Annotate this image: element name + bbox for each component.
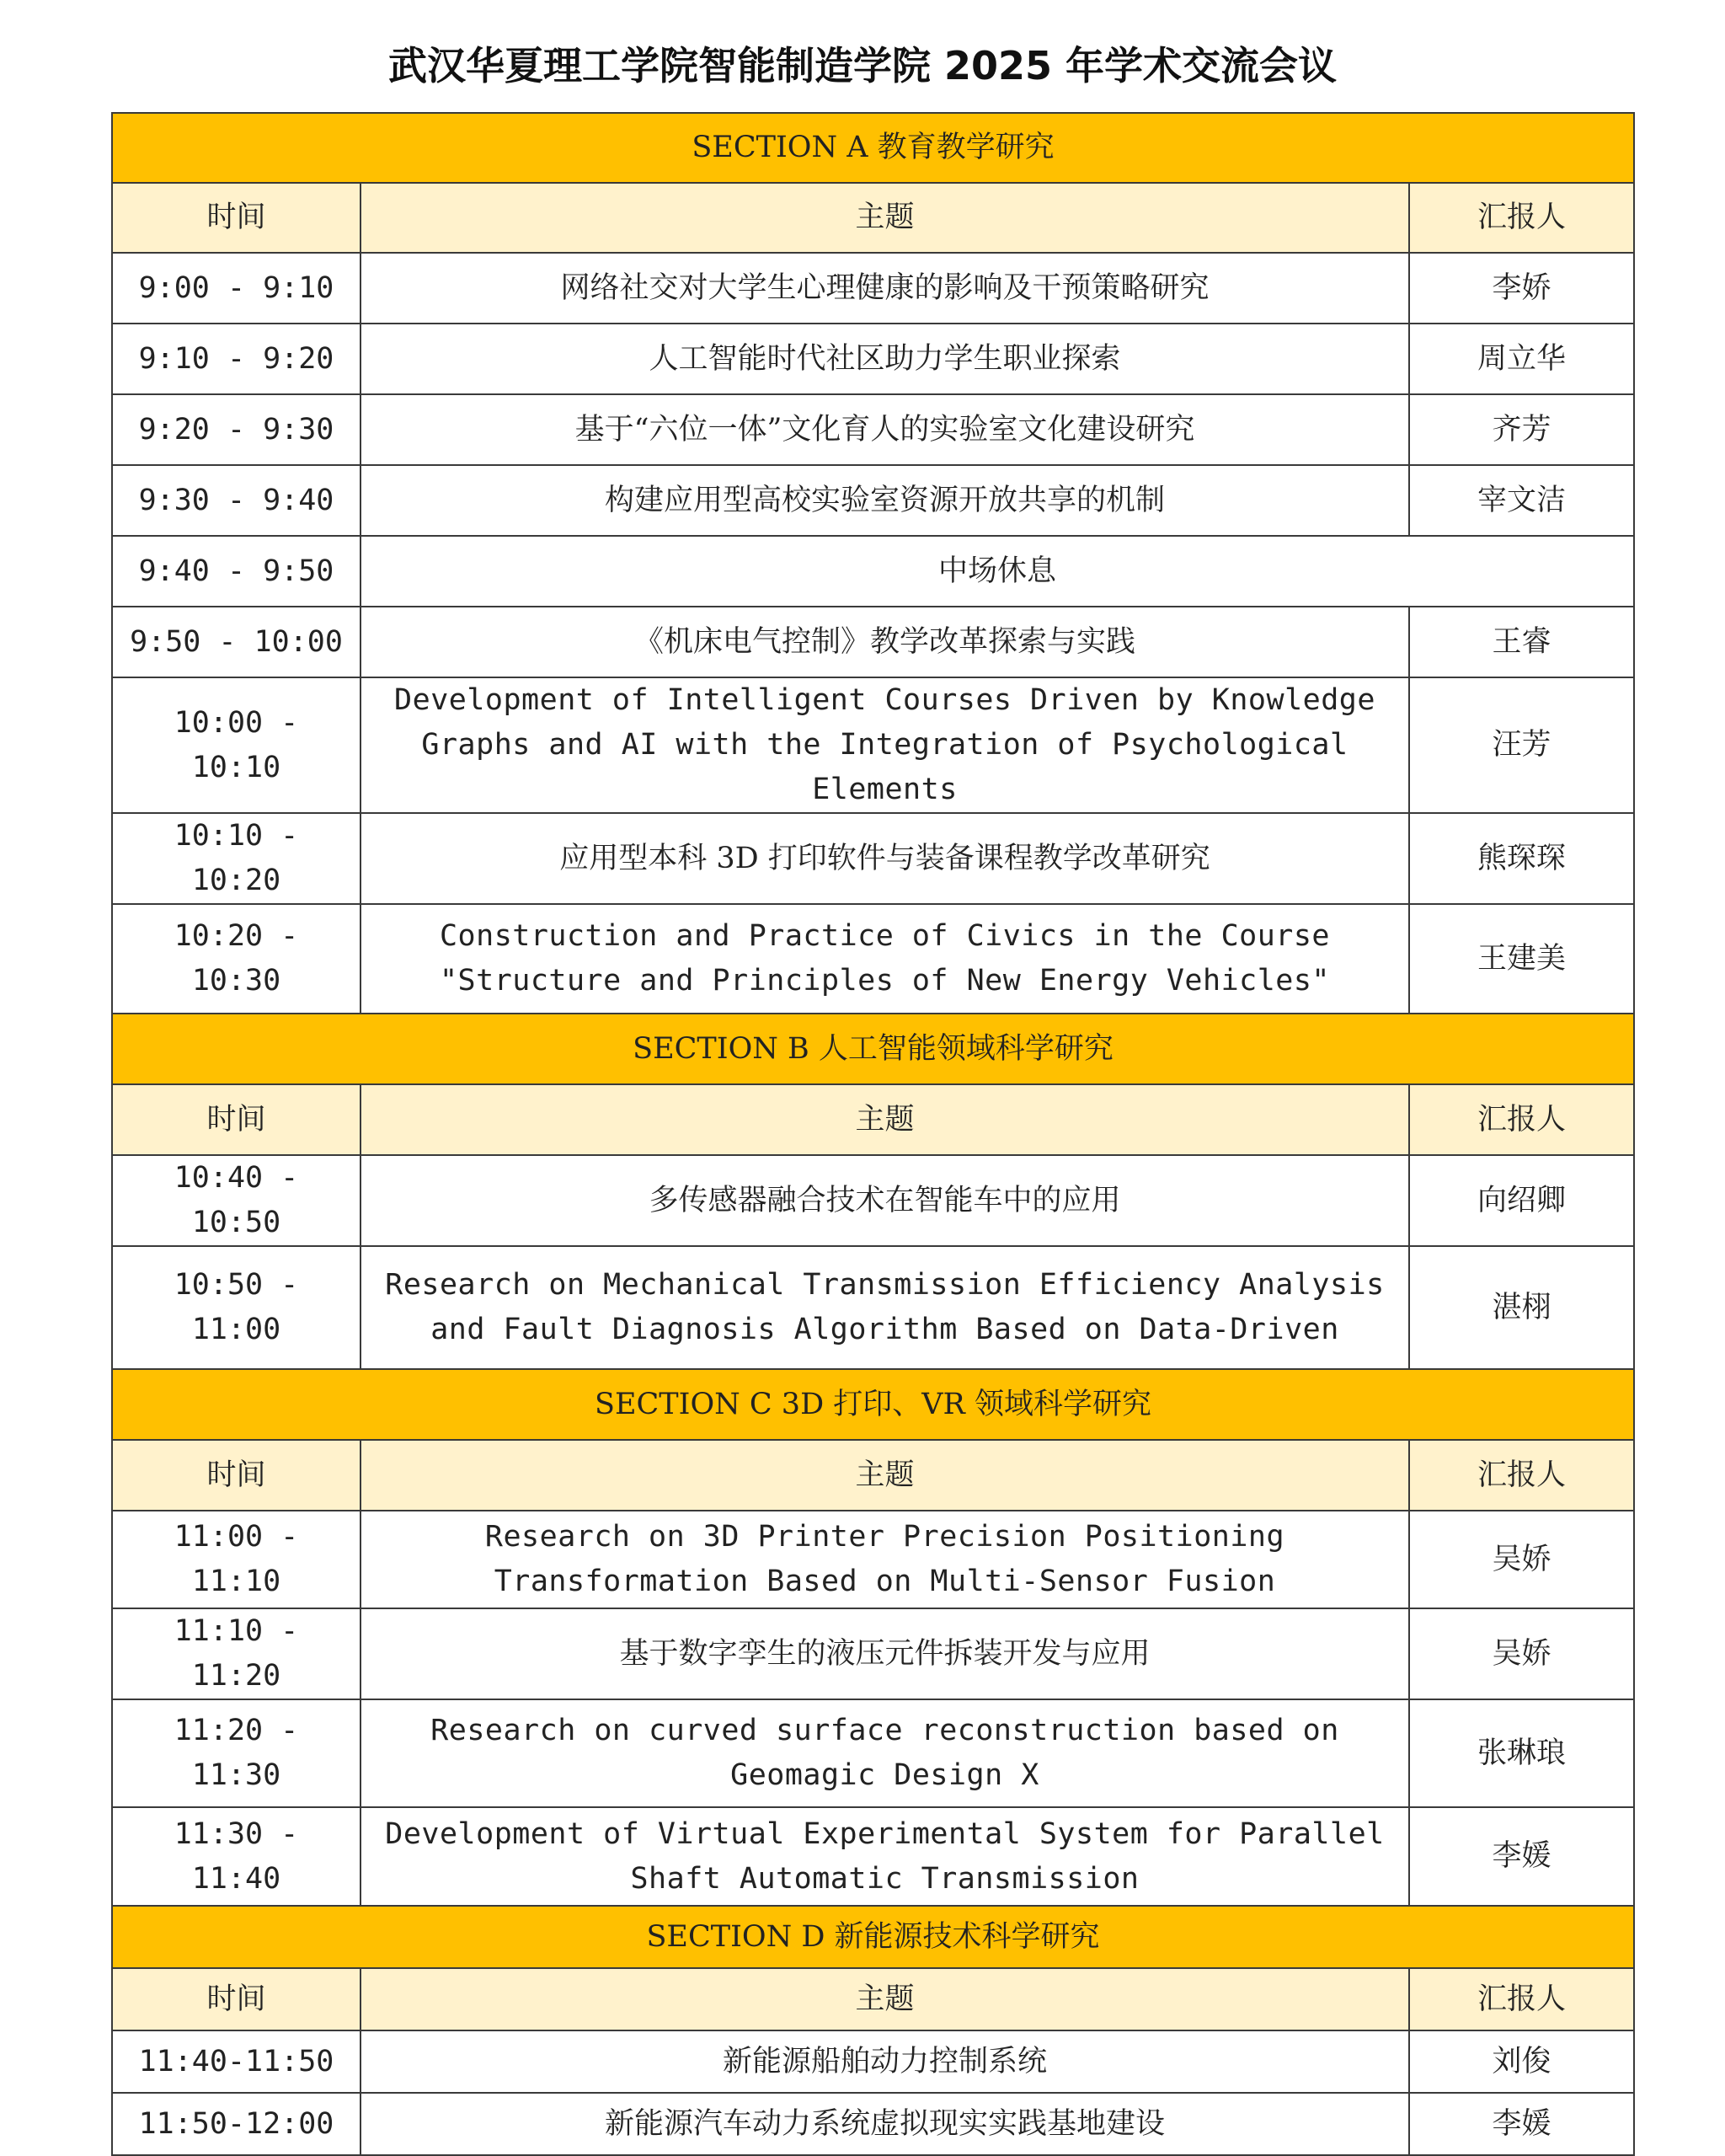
- time-cell: 11:40-11:50: [112, 2030, 360, 2093]
- column-header-time: 时间: [112, 1968, 360, 2030]
- time-cell: 11:30 - 11:40: [112, 1807, 360, 1906]
- table-row: [112, 394, 1634, 465]
- topic-cell: Research on 3D Printer Precision Positioning Transformation Based on Multi-Sensor Fusion: [360, 1511, 1409, 1608]
- column-header-topic: 主题: [360, 1084, 1409, 1155]
- presenter-cell: 张琳琅: [1409, 1699, 1634, 1807]
- time-cell: 11:20 - 11:30: [112, 1699, 360, 1807]
- topic-cell: Research on curved surface reconstruction based on Geomagic Design X: [360, 1699, 1409, 1807]
- table-row: [112, 2030, 1634, 2093]
- presenter-cell: 熊琛琛: [1409, 813, 1634, 904]
- topic-cell: Development of Virtual Experimental System for Parallel Shaft Automatic Transmission: [360, 1807, 1409, 1906]
- table-row: [112, 1699, 1634, 1807]
- section-header-c: [112, 1369, 1634, 1440]
- table-row: [112, 1246, 1634, 1369]
- table-row: [112, 1155, 1634, 1246]
- column-header-topic: 主题: [360, 183, 1409, 253]
- time-cell: 9:20 - 9:30: [112, 394, 360, 465]
- column-header-time: 时间: [112, 1084, 360, 1155]
- topic-cell: 构建应用型高校实验室资源开放共享的机制: [360, 465, 1409, 536]
- column-header-row: [112, 1084, 1634, 1155]
- presenter-cell: 刘俊: [1409, 2030, 1634, 2093]
- column-header-topic: 主题: [360, 1440, 1409, 1511]
- time-cell: 9:50 - 10:00: [112, 607, 360, 677]
- table-row: [112, 253, 1634, 324]
- topic-cell: 人工智能时代社区助力学生职业探索: [360, 324, 1409, 394]
- table-row: [112, 1807, 1634, 1906]
- page-title: 武汉华夏理工学院智能制造学院 2025 年学术交流会议: [387, 43, 1338, 88]
- presenter-cell: 王睿: [1409, 607, 1634, 677]
- topic-cell: 基于数字孪生的液压元件拆装开发与应用: [360, 1608, 1409, 1699]
- presenter-cell: 周立华: [1409, 324, 1634, 394]
- time-cell: 10:00 - 10:10: [112, 677, 360, 813]
- presenter-cell: 齐芳: [1409, 394, 1634, 465]
- topic-cell: 网络社交对大学生心理健康的影响及干预策略研究: [360, 253, 1409, 324]
- section-title: SECTION B 人工智能领域科学研究: [112, 1014, 1634, 1084]
- table-row: [112, 324, 1634, 394]
- section-title: SECTION C 3D 打印、VR 领域科学研究: [112, 1369, 1634, 1440]
- time-cell: 11:00 - 11:10: [112, 1511, 360, 1608]
- time-cell: 9:10 - 9:20: [112, 324, 360, 394]
- table-row: [112, 1608, 1634, 1699]
- time-cell: 10:40 - 10:50: [112, 1155, 360, 1246]
- section-title: SECTION D 新能源技术科学研究: [112, 1906, 1634, 1968]
- presenter-cell: 汪芳: [1409, 677, 1634, 813]
- break-cell: 中场休息: [360, 536, 1634, 607]
- break-row: [112, 536, 1634, 607]
- section-header-d: [112, 1906, 1634, 1968]
- topic-cell: 《机床电气控制》教学改革探索与实践: [360, 607, 1409, 677]
- time-cell: 11:50-12:00: [112, 2093, 360, 2155]
- topic-cell: 多传感器融合技术在智能车中的应用: [360, 1155, 1409, 1246]
- time-cell: 9:00 - 9:10: [112, 253, 360, 324]
- presenter-cell: 吴娇: [1409, 1511, 1634, 1608]
- column-header-time: 时间: [112, 183, 360, 253]
- time-cell: 9:40 - 9:50: [112, 536, 360, 607]
- column-header-presenter: 汇报人: [1409, 1084, 1634, 1155]
- column-header-presenter: 汇报人: [1409, 1968, 1634, 2030]
- time-cell: 11:10 - 11:20: [112, 1608, 360, 1699]
- time-cell: 9:30 - 9:40: [112, 465, 360, 536]
- column-header-row: [112, 1968, 1634, 2030]
- table-row: [112, 607, 1634, 677]
- presenter-cell: 李媛: [1409, 1807, 1634, 1906]
- topic-cell: Construction and Practice of Civics in the Course "Structure and Principles of New Energy Vehicles": [360, 904, 1409, 1014]
- table-row: [112, 2093, 1634, 2155]
- presenter-cell: 李媛: [1409, 2093, 1634, 2155]
- presenter-cell: 吴娇: [1409, 1608, 1634, 1699]
- topic-cell: Research on Mechanical Transmission Efficiency Analysis and Fault Diagnosis Algorithm Based on Data-Driven: [360, 1246, 1409, 1369]
- topic-cell: 新能源船舶动力控制系统: [360, 2030, 1409, 2093]
- time-cell: 10:20 - 10:30: [112, 904, 360, 1014]
- table-row: [112, 677, 1634, 813]
- presenter-cell: 向绍卿: [1409, 1155, 1634, 1246]
- table-row: [112, 904, 1634, 1014]
- table-row: [112, 1511, 1634, 1608]
- topic-cell: 基于“六位一体”文化育人的实验室文化建设研究: [360, 394, 1409, 465]
- section-title: SECTION A 教育教学研究: [112, 113, 1634, 183]
- topic-cell: 应用型本科 3D 打印软件与装备课程教学改革研究: [360, 813, 1409, 904]
- topic-cell: 新能源汽车动力系统虚拟现实实践基地建设: [360, 2093, 1409, 2155]
- column-header-row: [112, 183, 1634, 253]
- topic-cell: Development of Intelligent Courses Driven by Knowledge Graphs and AI with the Integration of Psychological Elements: [360, 677, 1409, 813]
- column-header-row: [112, 1440, 1634, 1511]
- presenter-cell: 李娇: [1409, 253, 1634, 324]
- column-header-presenter: 汇报人: [1409, 183, 1634, 253]
- column-header-topic: 主题: [360, 1968, 1409, 2030]
- table-row: [112, 465, 1634, 536]
- section-header-b: [112, 1014, 1634, 1084]
- presenter-cell: 王建美: [1409, 904, 1634, 1014]
- presenter-cell: 湛栩: [1409, 1246, 1634, 1369]
- table-row: [112, 813, 1634, 904]
- time-cell: 10:50 - 11:00: [112, 1246, 360, 1369]
- column-header-time: 时间: [112, 1440, 360, 1511]
- agenda-table: [111, 112, 1635, 2156]
- section-header-a: [112, 113, 1634, 183]
- column-header-presenter: 汇报人: [1409, 1440, 1634, 1511]
- time-cell: 10:10 - 10:20: [112, 813, 360, 904]
- presenter-cell: 宰文洁: [1409, 465, 1634, 536]
